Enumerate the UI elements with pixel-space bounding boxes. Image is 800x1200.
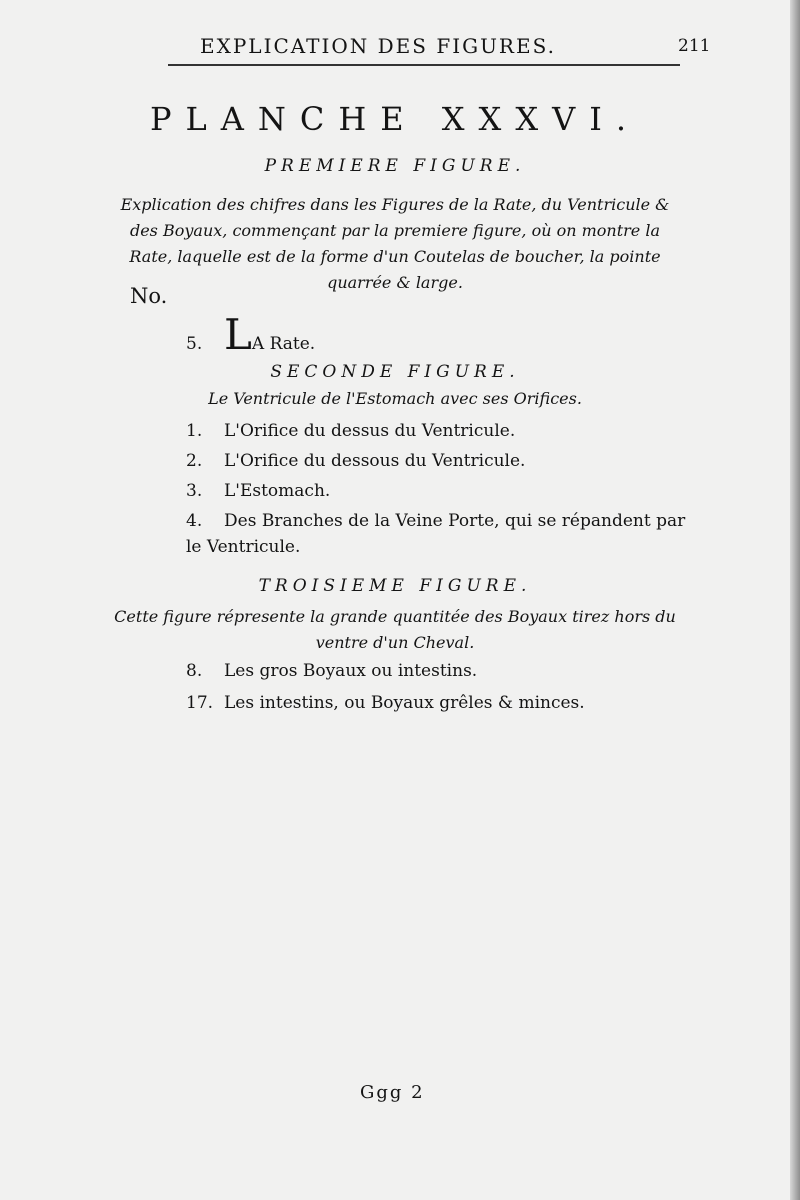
list-item bbox=[186, 310, 686, 359]
figure2-caption: Le Ventricule de l'Estomach avec ses Orifices. bbox=[208, 389, 582, 408]
figure3-caption: Cette figure répresente la grande quantitée des Boyaux tirez hors du ventre d'un Cheval. bbox=[114, 607, 676, 652]
entry-number: 8. bbox=[186, 661, 203, 681]
entry-text: Les intestins, ou Boyaux grêles & minces. bbox=[224, 693, 585, 713]
entry-number: 3. bbox=[186, 481, 203, 501]
number-label: No. bbox=[130, 284, 168, 308]
figure3-heading: TROISIEME FIGURE. bbox=[258, 576, 532, 596]
figure1-caption: Explication des chifres dans les Figures de la Rate, du Ventricule & des Boyaux, commençant par la premiere figure, où on montre la Rate, laquelle est de la forme d'un Coutelas de boucher, la pointe quarrée & large. bbox=[120, 195, 670, 292]
figure2-heading: SECONDE FIGURE. bbox=[270, 362, 520, 382]
entry-text: L'Orifice du dessus du Ventricule. bbox=[224, 421, 516, 441]
entry-number: 2. bbox=[186, 451, 203, 471]
entry-text: A Rate. bbox=[251, 334, 316, 354]
entry-text: Les gros Boyaux ou intestins. bbox=[224, 661, 478, 681]
page-header bbox=[0, 34, 800, 64]
signature-mark: Ggg 2 bbox=[360, 1082, 425, 1103]
entry-text: L'Orifice du dessous du Ventricule. bbox=[224, 451, 526, 471]
entry-number: 17. bbox=[186, 693, 214, 713]
page-number: 211 bbox=[678, 36, 711, 56]
header-rule bbox=[168, 64, 680, 66]
entry-text: Des Branches de la Veine Porte, qui se répandent par le Ventricule. bbox=[186, 511, 686, 557]
entry-number: 4. bbox=[186, 511, 203, 531]
figure1-heading: PREMIERE FIGURE. bbox=[264, 156, 526, 176]
list-item bbox=[186, 690, 686, 716]
plate-title: PLANCHE XXXVI. bbox=[149, 100, 641, 138]
running-head: EXPLICATION DES FIGURES. bbox=[200, 34, 556, 58]
entry-number: 1. bbox=[186, 421, 203, 441]
list-item bbox=[186, 478, 686, 504]
entry-text: L'Estomach. bbox=[224, 481, 331, 501]
entry-number: 5. bbox=[186, 334, 203, 354]
list-item bbox=[186, 658, 686, 684]
list-item bbox=[186, 448, 686, 474]
list-item bbox=[186, 418, 686, 444]
page-binding-edge bbox=[790, 0, 800, 1200]
list-item bbox=[186, 508, 686, 560]
drop-cap: L bbox=[224, 310, 252, 359]
